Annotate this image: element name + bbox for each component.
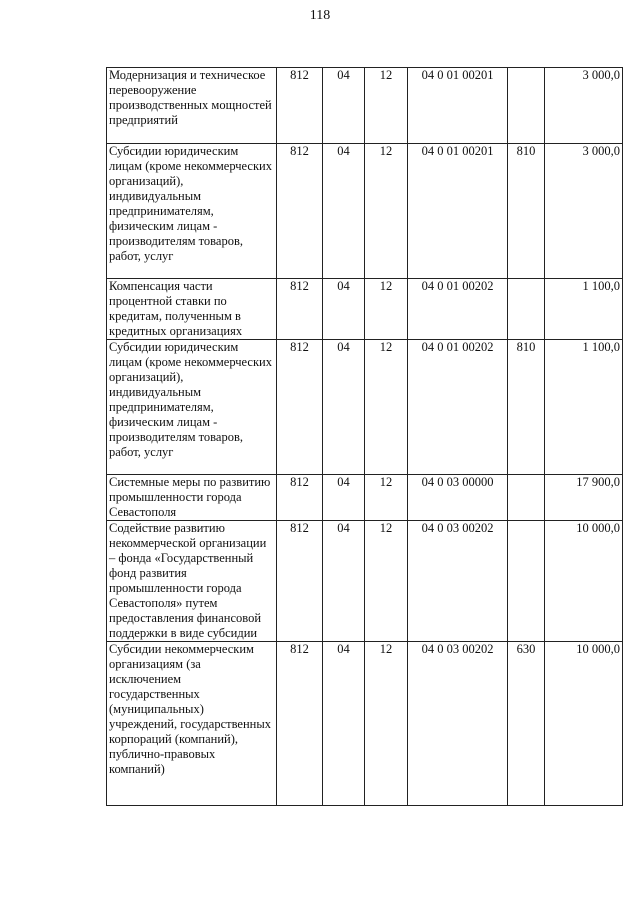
- row-target-article: 04 0 03 00000: [408, 475, 508, 521]
- table-row: [107, 642, 623, 806]
- row-subsection: 12: [365, 475, 408, 521]
- table-row: [107, 68, 623, 144]
- row-sum: 17 900,0: [545, 475, 623, 521]
- row-sum: 10 000,0: [545, 521, 623, 642]
- table-row: [107, 521, 623, 642]
- table-row: [107, 279, 623, 340]
- row-name: Системные меры по развитию промышленности города Севастополя: [107, 475, 277, 521]
- row-ved-code: 812: [277, 68, 323, 144]
- row-ved-code: 812: [277, 340, 323, 475]
- row-target-article: 04 0 01 00201: [408, 68, 508, 144]
- row-sum: 10 000,0: [545, 642, 623, 806]
- row-name: Субсидии юридическим лицам (кроме некоммерческих организаций), индивидуальным предпринимателям, физическим лицам - производителям товаров, работ, услуг: [107, 144, 277, 279]
- row-subsection: 12: [365, 68, 408, 144]
- page-number: 118: [309, 8, 331, 23]
- row-expense-type: [508, 68, 545, 144]
- row-subsection: 12: [365, 521, 408, 642]
- row-sum: 1 100,0: [545, 340, 623, 475]
- row-section: 04: [323, 521, 365, 642]
- row-section: 04: [323, 642, 365, 806]
- row-section: 04: [323, 144, 365, 279]
- row-expense-type: [508, 279, 545, 340]
- row-target-article: 04 0 01 00201: [408, 144, 508, 279]
- row-name: Модернизация и техническое перевооружение производственных мощностей предприятий: [107, 68, 277, 144]
- row-expense-type: [508, 521, 545, 642]
- row-section: 04: [323, 68, 365, 144]
- row-ved-code: 812: [277, 521, 323, 642]
- row-ved-code: 812: [277, 642, 323, 806]
- row-subsection: 12: [365, 279, 408, 340]
- row-subsection: 12: [365, 340, 408, 475]
- row-expense-type: 810: [508, 340, 545, 475]
- row-expense-type: 810: [508, 144, 545, 279]
- row-expense-type: [508, 475, 545, 521]
- row-ved-code: 812: [277, 279, 323, 340]
- row-section: 04: [323, 475, 365, 521]
- row-name: Содействие развитию некоммерческой организации – фонда «Государственный фонд развития промышленности города Севастополя» путем предоставления финансовой поддержки в виде субсидии: [107, 521, 277, 642]
- table-row: [107, 144, 623, 279]
- budget-table: [106, 67, 623, 806]
- row-target-article: 04 0 03 00202: [408, 521, 508, 642]
- row-target-article: 04 0 01 00202: [408, 340, 508, 475]
- row-subsection: 12: [365, 642, 408, 806]
- row-expense-type: 630: [508, 642, 545, 806]
- row-subsection: 12: [365, 144, 408, 279]
- row-target-article: 04 0 03 00202: [408, 642, 508, 806]
- table-row: [107, 340, 623, 475]
- row-sum: 1 100,0: [545, 279, 623, 340]
- row-section: 04: [323, 340, 365, 475]
- row-target-article: 04 0 01 00202: [408, 279, 508, 340]
- row-sum: 3 000,0: [545, 144, 623, 279]
- row-section: 04: [323, 279, 365, 340]
- row-ved-code: 812: [277, 475, 323, 521]
- row-ved-code: 812: [277, 144, 323, 279]
- table-row: [107, 475, 623, 521]
- row-name: Субсидии некоммерческим организациям (за исключением государственных (муниципальных) учреждений, государственных корпораций (компаний), публично-правовых компаний): [107, 642, 277, 806]
- row-sum: 3 000,0: [545, 68, 623, 144]
- row-name: Компенсация части процентной ставки по кредитам, полученным в кредитных организациях: [107, 279, 277, 340]
- row-name: Субсидии юридическим лицам (кроме некоммерческих организаций), индивидуальным предпринимателям, физическим лицам - производителям товаров, работ, услуг: [107, 340, 277, 475]
